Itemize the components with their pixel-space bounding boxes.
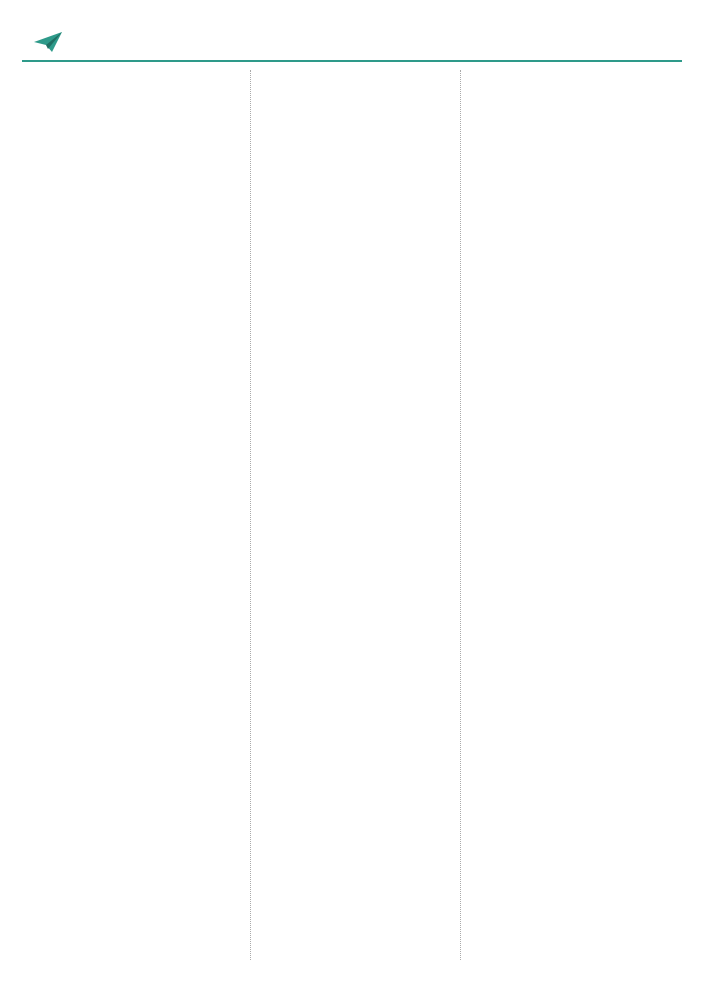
paper-plane-icon [34,32,62,52]
page-header [22,14,682,62]
column-divider [250,70,251,960]
column-divider [460,70,461,960]
